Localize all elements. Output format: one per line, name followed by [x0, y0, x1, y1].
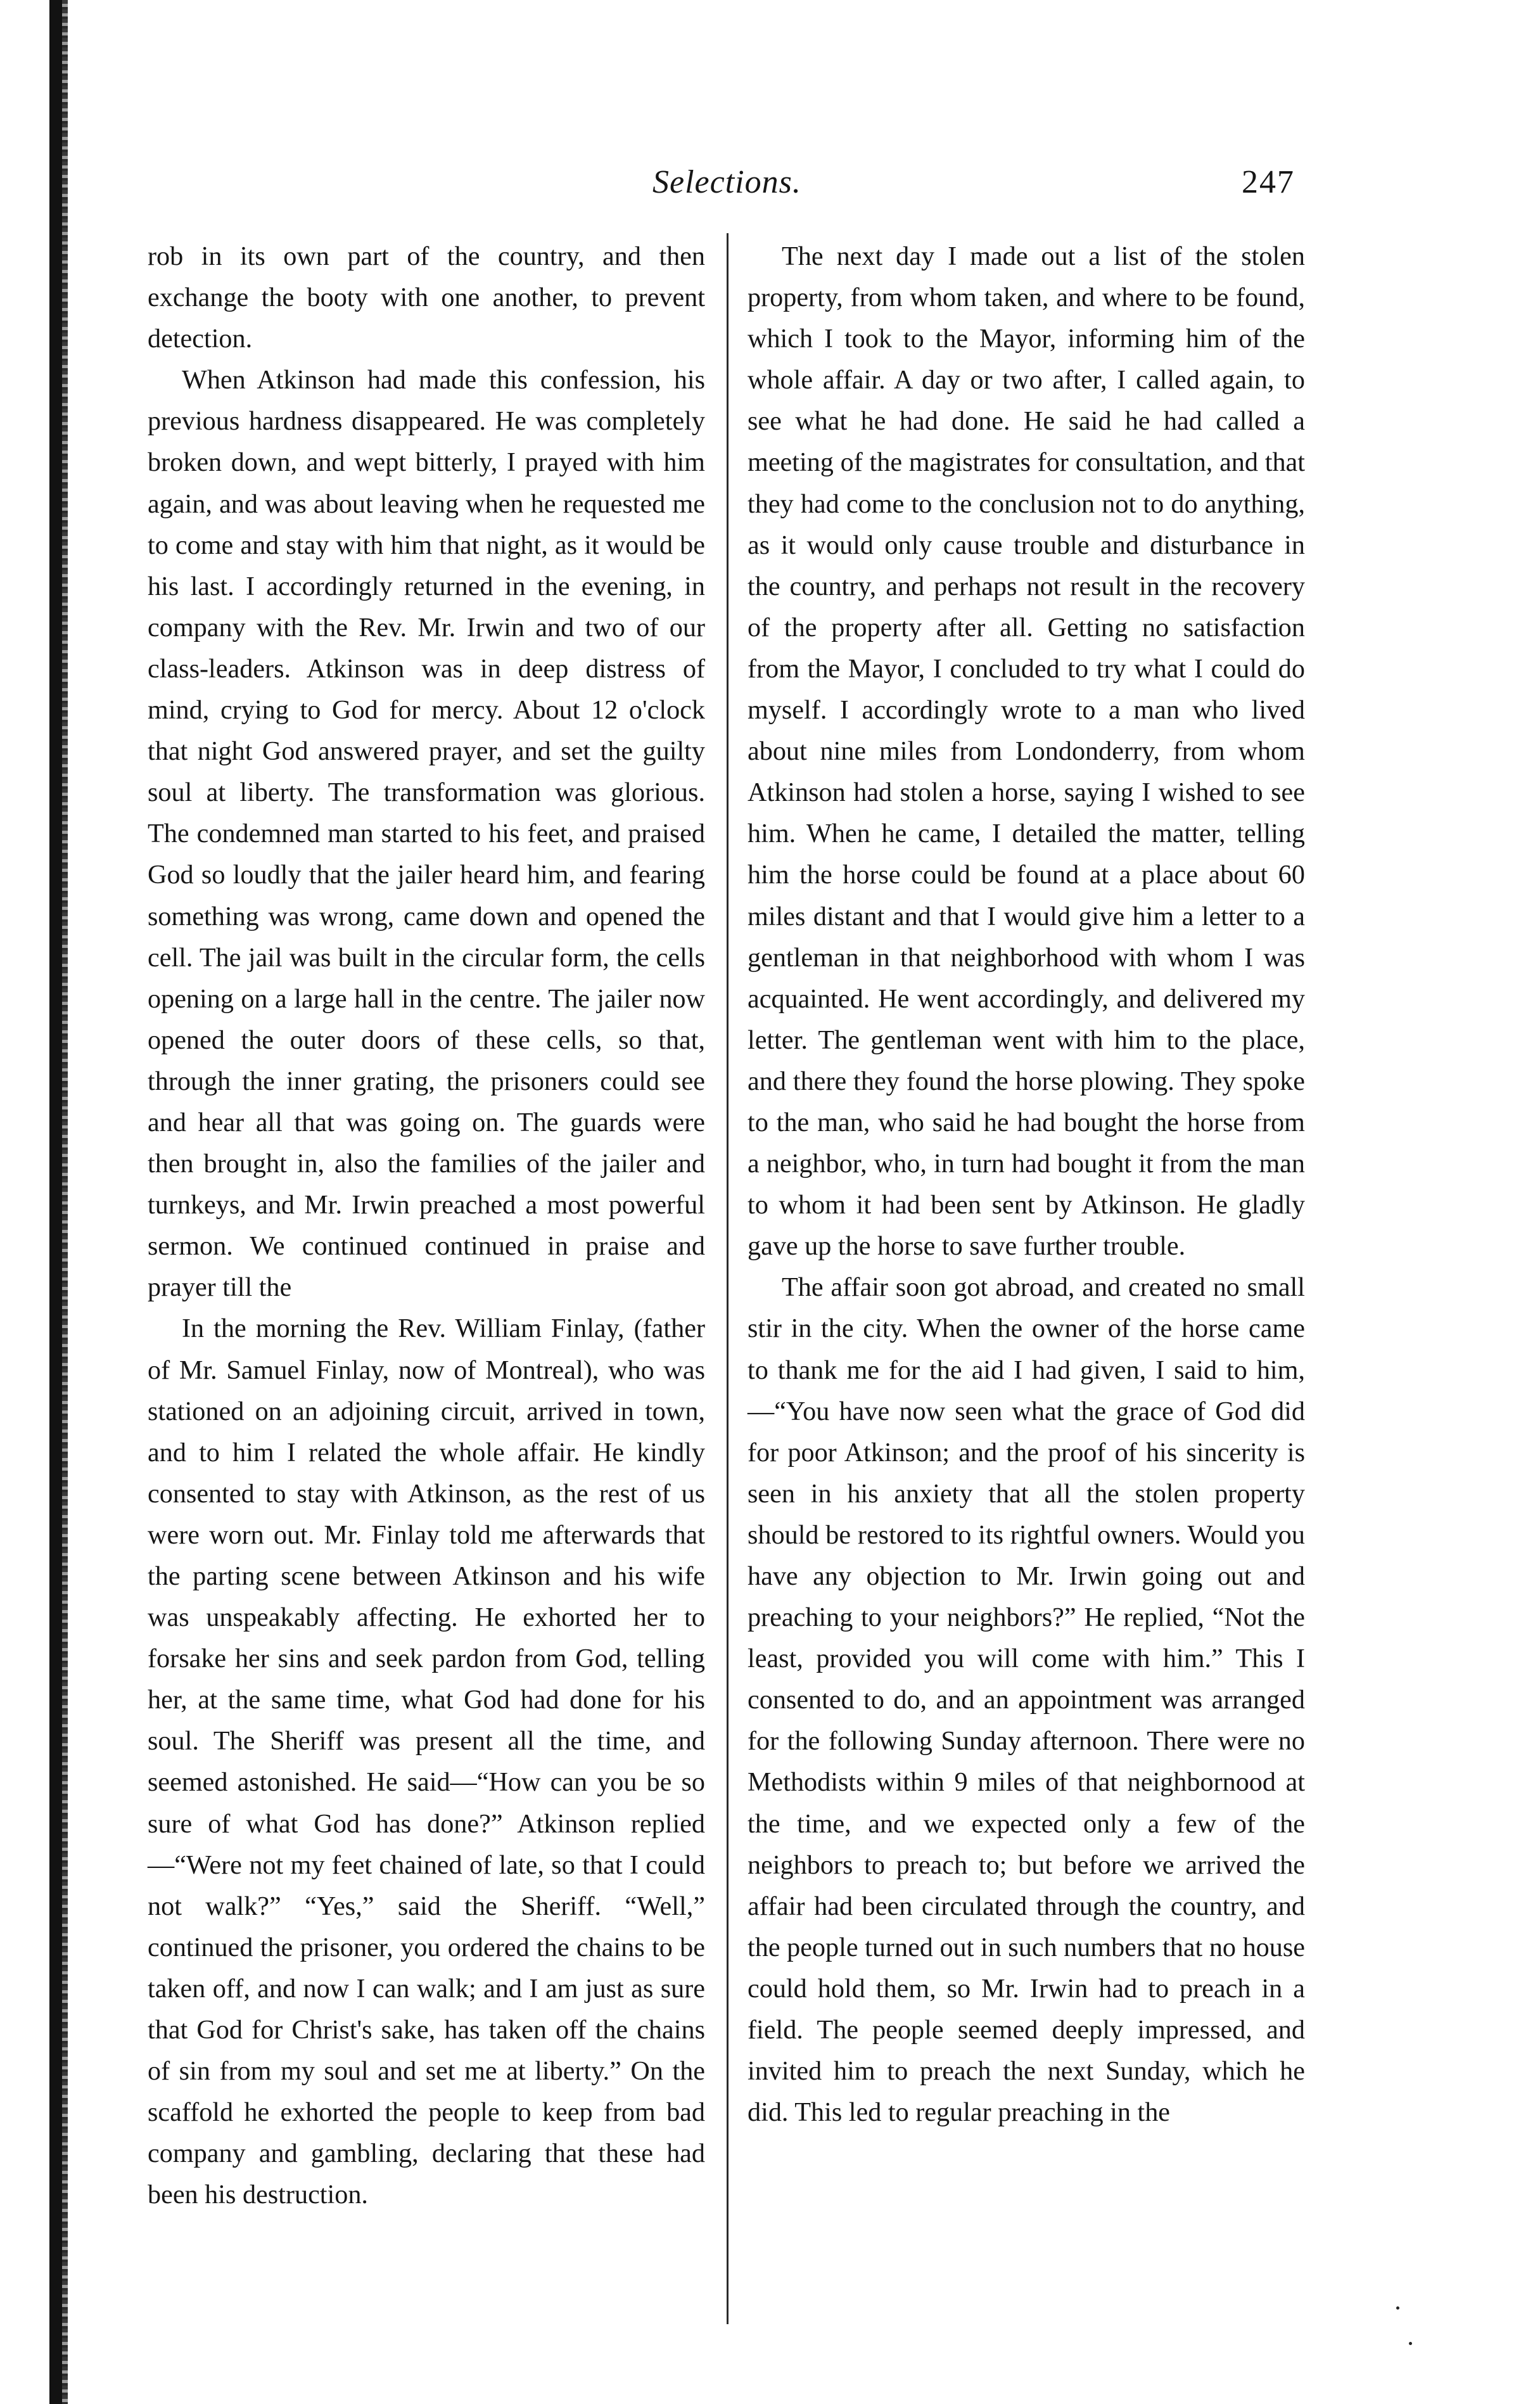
- paragraph: The next day I made out a list of the stolen property, from whom taken, and where to be found, which I took to the Mayor, informing him of the whole affair. A day or two after, I called again, to see what he had done. He said he had called a meeting of the magistrates for consultation, and that they had come to the conclusion not to do anything, as it would only cause trouble and disturbance in the country, and perhaps not result in the recovery of the property after all. Getting no satisfaction from the Mayor, I concluded to try what I could do myself. I accordingly wrote to a man who lived about nine miles from Londonderry, from whom Atkinson had stolen a horse, saying I wished to see him. When he came, I detailed the matter, telling him the horse could be found at a place about 60 miles distant and that I would give him a letter to a gentleman in that neighborhood with whom I was acquainted. He went accordingly, and delivered my letter. The gentleman went with him to the place, and there they found the horse plowing. They spoke to the man, who said he had bought the horse from a neighbor, who, in turn had bought it from the man to whom it had been sent by Atkinson. He gladly gave up the horse to save further trouble.: [748, 241, 1305, 1262]
- page-number: 247: [1242, 164, 1295, 200]
- left-column: [148, 236, 705, 2216]
- running-head: Selections.: [652, 164, 801, 200]
- column-divider: [727, 233, 729, 2324]
- right-column: [748, 236, 1305, 2133]
- binding-shadow: [62, 0, 68, 2404]
- page-header: [0, 163, 1540, 208]
- paragraph: In the morning the Rev. William Finlay, (father of Mr. Samuel Finlay, now of Montreal), who was stationed on an adjoining circuit, arrived in town, and to him I related the whole affair. He kindly consented to stay with Atkinson, as the rest of us were worn out. Mr. Finlay told me afterwards that the parting scene between Atkinson and his wife was unspeakably affecting. He exhorted her to forsake her sins and seek pardon from God, telling her, at the same time, what God had done for his soul. The Sheriff was present all the time, and seemed astonished. He said—“How can you be so sure of what God has done?” Atkinson replied—“Were not my feet chained of late, so that I could not walk?” “Yes,” said the Sheriff. “Well,” continued the prisoner, you ordered the chains to be taken off, and now I can walk; and I am just as sure that God for Christ's sake, has taken off the chains of sin from my soul and set me at liberty.” On the scaffold he exhorted the people to keep from bad company and gambling, declaring that these had been his destruction.: [148, 1314, 705, 2210]
- paragraph: rob in its own part of the country, and then exchange the booty with one another, to prevent detection.: [148, 241, 705, 354]
- paragraph: When Atkinson had made this confession, his previous hardness disappeared. He was completely broken down, and wept bitterly, I prayed with him again, and was about leaving when he requested me to come and stay with him that night, as it would be his last. I accordingly returned in the evening, in company with the Rev. Mr. Irwin and two of our class-leaders. Atkinson was in deep distress of mind, crying to God for mercy. About 12 o'clock that night God answered prayer, and set the guilty soul at liberty. The transformation was glorious. The condemned man started to his feet, and praised God so loudly that the jailer heard him, and fearing something was wrong, came down and opened the cell. The jail was built in the circular form, the cells opening on a large hall in the centre. The jailer now opened the outer doors of these cells, so that, through the inner grating, the prisoners could see and hear all that was going on. The guards were then brought in, also the families of the jailer and turnkeys, and Mr. Irwin preached a most powerful sermon. We continued continued in praise and prayer till the: [148, 365, 705, 1303]
- book-binding-edge: [49, 0, 62, 2404]
- paragraph: The affair soon got abroad, and created no small stir in the city. When the owner of the horse came to thank me for the aid I had given, I said to him,—“You have now seen what the grace of God did for poor Atkinson; and the proof of his sincerity is seen in his anxiety that all the stolen property should be restored to its rightful owners. Would you have any objection to Mr. Irwin going out and preaching to your neighbors?” He replied, “Not the least, provided you will come with him.” This I consented to do, and an appointment was arranged for the following Sunday afternoon. There were no Methodists within 9 miles of that neighbornood at the time, and we expected only a few of the neighbors to preach to; but before we arrived the affair had been circulated through the country, and the people turned out in such numbers that no house could hold them, so Mr. Irwin had to preach in a field. The people seemed deeply impressed, and invited him to preach the next Sunday, which he did. This led to regular preaching in the: [748, 1272, 1305, 2128]
- print-specks: [1394, 2306, 1419, 2351]
